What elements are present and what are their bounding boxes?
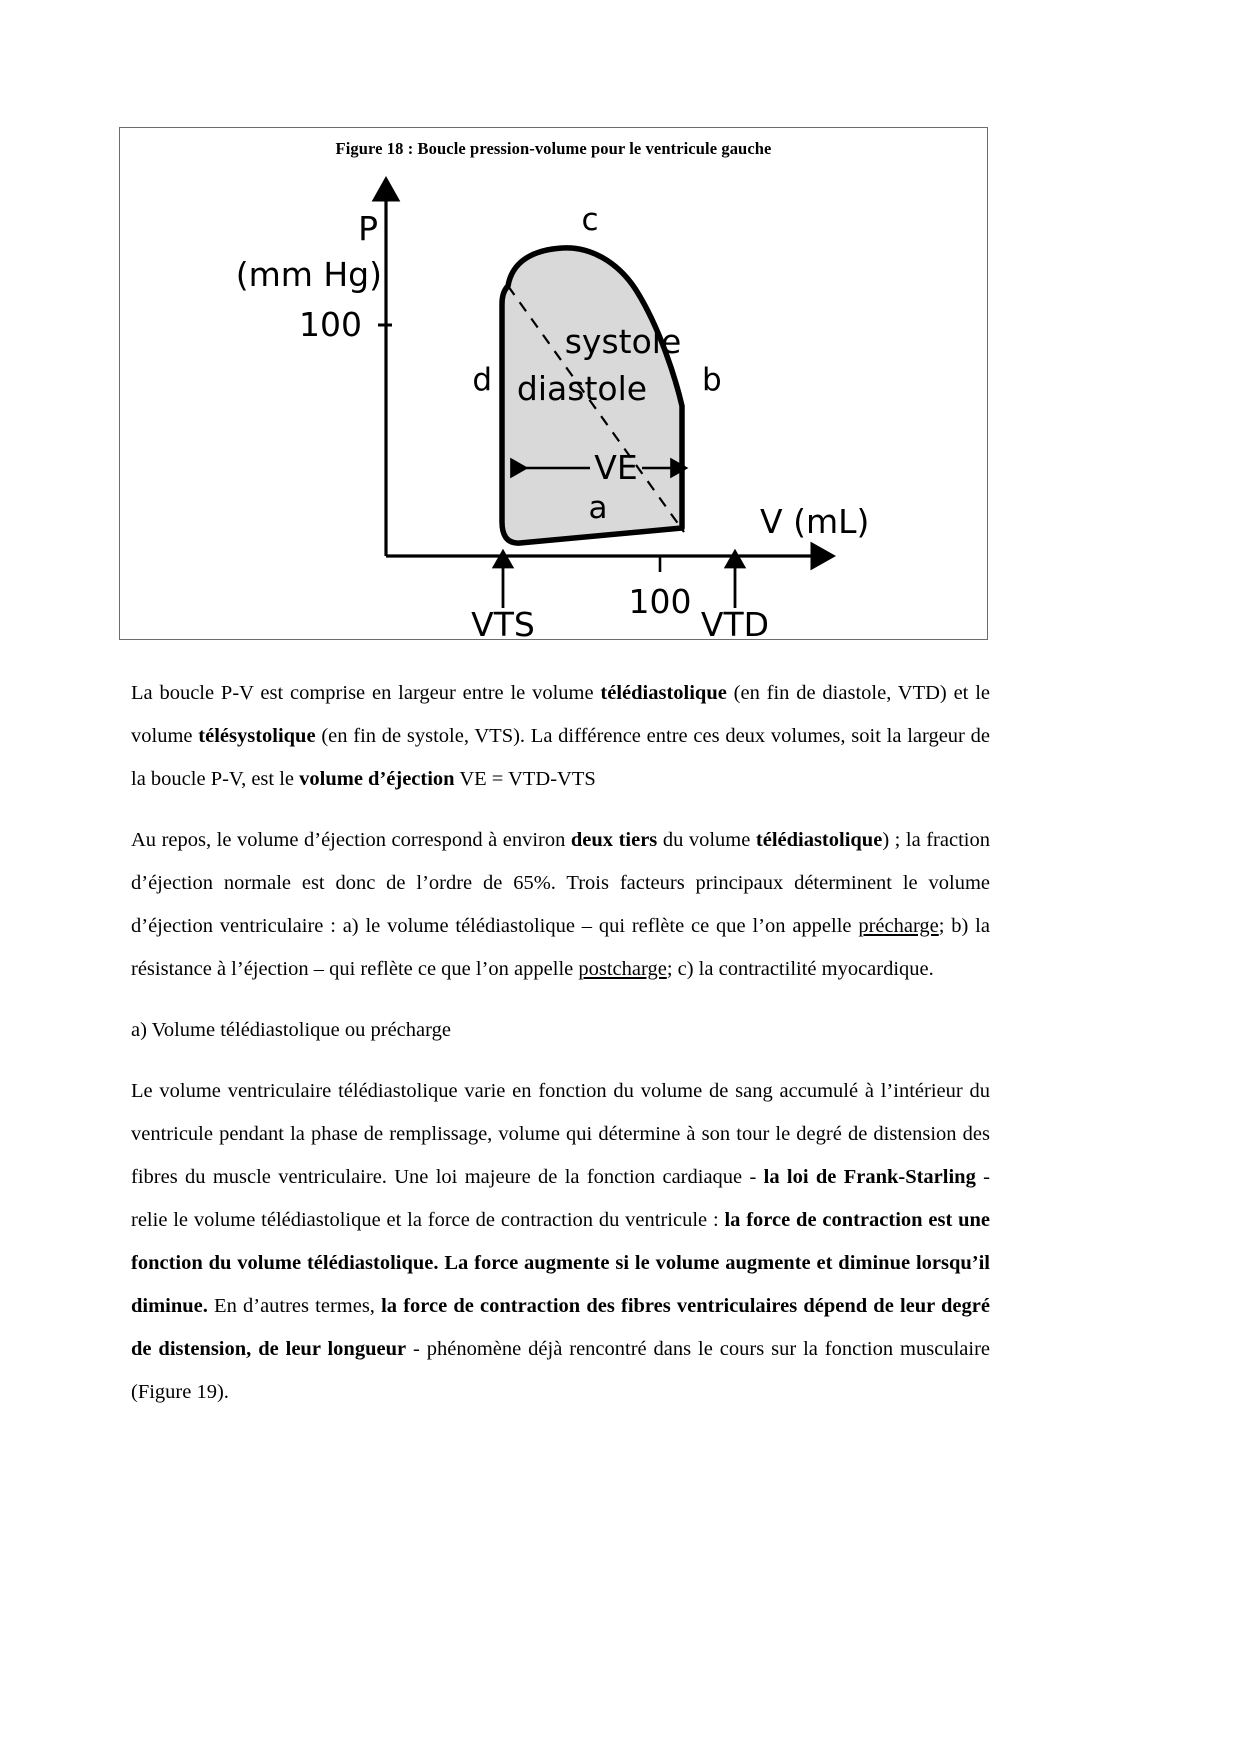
y-axis-label-units: (mm Hg) [235,255,382,294]
label-vts: VTS [471,605,535,638]
paragraph-1: La boucle P-V est comprise en largeur entre le volume télédiastolique (en fin de diastole, VTD) et le volume télésystolique (en fin de systole, VTS). La différence entre ces deux volumes, soit la largeur de la boucle P-V, est le volume d’éjection VE = VTD-VTS [131,682,990,790]
y-axis-tick-label-100: 100 [299,305,362,344]
label-point-a: a [588,490,608,526]
x-axis-label: V (mL) [760,502,870,541]
label-vtd: VTD [700,605,770,638]
label-point-c: c [581,202,599,238]
x-axis-tick-label-100: 100 [628,582,692,621]
paragraph-3: a) Volume télédiastolique ou précharge [131,1019,451,1041]
pv-loop-diagram [120,158,989,638]
label-systole: systole [564,322,682,361]
label-point-d: d [472,362,492,398]
document-body [131,672,990,1414]
figure-container [119,127,988,640]
label-ve: VE [594,448,638,487]
paragraph-2: Au repos, le volume d’éjection correspond à environ deux tiers du volume télédiastolique) ; la fraction d’éjection normale est donc de l’ordre de 65%. Trois facteurs principaux déterminent le volume d’éjection ventriculaire : a) le volume télédiastolique – qui reflète ce que l’on appelle précharge; b) la résistance à l’éjection – qui reflète ce que l’on appelle postcharge; c) la contractilité myocardique. [131,829,990,980]
label-point-b: b [702,362,722,398]
y-axis-label-p: P [358,209,378,248]
label-diastole: diastole [516,369,648,408]
paragraph-4: Le volume ventriculaire télédiastolique varie en fonction du volume de sang accumulé à l’intérieur du ventricule pendant la phase de remplissage, volume qui détermine à son tour le degré de distension des fibres du muscle ventriculaire. Une loi majeure de la fonction cardiaque - la loi de Frank-Starling - relie le volume télédiastolique et la force de contraction du ventricule : la force de contraction est une fonction du volume télédiastolique. La force augmente si le volume augmente et diminue lorsqu’il diminue. En d’autres termes, la force de contraction des fibres ventriculaires dépend de leur degré de distension, de leur longueur - phénomène déjà rencontré dans le cours sur la fonction musculaire (Figure 19). [131,1080,991,1403]
figure-caption: Figure 18 : Boucle pression-volume pour le ventricule gauche [335,139,772,158]
